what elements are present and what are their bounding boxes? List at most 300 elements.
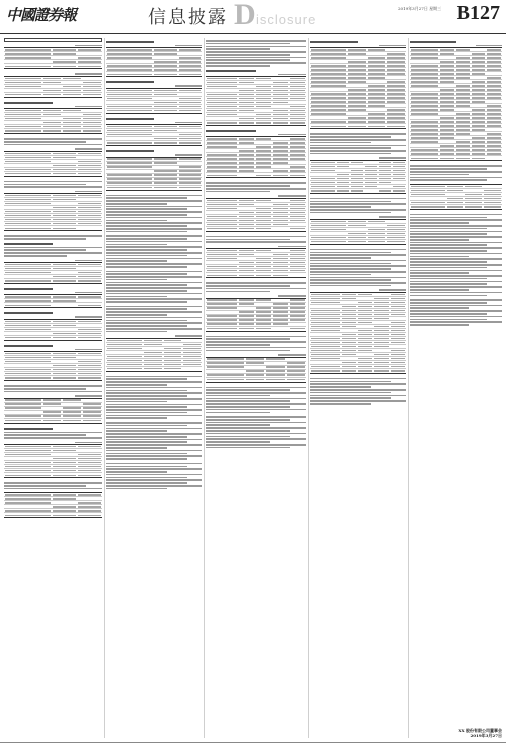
table-cell: [311, 126, 346, 127]
table-cell: [107, 364, 142, 365]
table-cell: [387, 49, 405, 50]
table-cell: [144, 348, 162, 349]
table-cell: [144, 368, 162, 369]
table-cell: [368, 241, 386, 242]
table-cell: [179, 110, 202, 111]
table-cell: [387, 105, 405, 106]
table-cell: [5, 466, 51, 467]
table-cell: [63, 94, 81, 95]
table-cell: [256, 82, 271, 83]
section-initial: D: [234, 0, 256, 31]
table-cell: [154, 126, 177, 127]
table-cell: [43, 114, 61, 115]
text-line: [106, 287, 202, 289]
table-cell: [440, 97, 454, 98]
table-cell: [43, 403, 61, 404]
table-cell: [273, 319, 288, 320]
table-cell: [456, 101, 470, 102]
table-cell: [348, 89, 366, 90]
table-cell: [456, 117, 470, 118]
table-cell: [273, 270, 288, 271]
table-cell: [5, 223, 51, 224]
table-cell: [290, 106, 305, 107]
table-cell: [456, 89, 470, 90]
table-cell: [365, 166, 377, 167]
table-cell: [348, 49, 366, 50]
table-cell: [368, 65, 386, 66]
table-cell: [63, 118, 81, 119]
table-cell: [311, 57, 346, 58]
table-cell: [43, 130, 61, 131]
table-cell: [5, 337, 51, 338]
table-cell: [290, 228, 305, 229]
table-cell: [311, 318, 340, 319]
table-cell: [78, 195, 101, 196]
table-cell: [144, 364, 162, 365]
table-cell: [53, 321, 76, 322]
table-cell: [487, 149, 501, 150]
table-cell: [83, 126, 101, 127]
text-line: [410, 179, 487, 181]
table-cell: [256, 303, 271, 304]
table-row: [4, 336, 102, 340]
text-line: [310, 268, 391, 270]
table-cell: [207, 362, 244, 363]
text-line: [310, 395, 406, 397]
table-cell: [311, 121, 346, 122]
table-row: [410, 156, 502, 160]
text-line: [206, 409, 306, 411]
text-line: [410, 270, 502, 272]
text-line: [410, 233, 487, 235]
table-cell: [472, 141, 486, 142]
table-cell: [256, 114, 271, 115]
table-cell: [78, 272, 101, 273]
text-line: [206, 441, 270, 443]
table-cell: [239, 204, 254, 205]
table-cell: [207, 220, 237, 221]
table-cell: [5, 446, 51, 447]
table-cell: [387, 117, 405, 118]
table-cell: [358, 338, 372, 339]
table-cell: [63, 411, 81, 412]
table-cell: [368, 81, 386, 82]
text-line: [310, 150, 406, 152]
table-cell: [456, 53, 470, 54]
table-cell: [358, 334, 372, 335]
text-line: [106, 298, 202, 300]
table-cell: [179, 126, 202, 127]
table-cell: [411, 121, 438, 122]
table-cell: [273, 303, 288, 304]
table-cell: [78, 470, 101, 471]
table-cell: [290, 212, 305, 213]
table-cell: [440, 49, 454, 50]
text-line: [206, 392, 306, 394]
table-cell: [53, 272, 76, 273]
table-cell: [273, 170, 288, 171]
text-line: [4, 432, 102, 434]
table-cell: [78, 369, 101, 370]
table-cell: [368, 101, 386, 102]
table-cell: [5, 300, 51, 301]
data-table: [106, 88, 202, 114]
text-line: [410, 324, 469, 326]
table-cell: [311, 310, 340, 311]
table-cell: [78, 494, 101, 495]
table-cell: [53, 169, 76, 170]
table-cell: [368, 105, 386, 106]
table-cell: [43, 407, 61, 408]
table-cell: [179, 98, 202, 99]
table-cell: [379, 170, 391, 171]
table-cell: [63, 110, 81, 111]
table-row: [206, 378, 306, 382]
table-cell: [456, 57, 470, 58]
table-cell: [391, 322, 405, 323]
text-line: [4, 434, 86, 436]
table-cell: [472, 53, 486, 54]
text-line: [310, 260, 406, 262]
table-cell: [53, 157, 76, 158]
table-cell: [411, 61, 438, 62]
text-block: [206, 182, 306, 192]
table-cell: [456, 61, 470, 62]
unit-note: [175, 45, 202, 46]
text-line: [410, 286, 502, 288]
text-line: [106, 208, 187, 210]
table-cell: [447, 202, 464, 203]
table-cell: [342, 298, 356, 299]
table-cell: [358, 298, 372, 299]
table-cell: [456, 141, 470, 142]
table-cell: [256, 158, 271, 159]
table-cell: [239, 254, 254, 255]
table-cell: [387, 233, 405, 234]
table-cell: [5, 399, 41, 400]
text-line: [410, 242, 502, 244]
table-cell: [256, 150, 271, 151]
unit-note: [278, 354, 306, 355]
table-cell: [351, 166, 363, 167]
table-cell: [311, 97, 346, 98]
table-cell: [342, 306, 356, 307]
table-cell: [256, 224, 271, 225]
text-block: [106, 235, 202, 267]
table-cell: [311, 85, 346, 86]
text-block: [106, 271, 202, 303]
table-cell: [472, 93, 486, 94]
table-cell: [358, 346, 372, 347]
table-cell: [107, 57, 152, 58]
data-table: [310, 292, 406, 374]
text-line: [310, 279, 391, 281]
table-cell: [358, 342, 372, 343]
table-cell: [358, 354, 372, 355]
table-cell: [447, 194, 464, 195]
table-cell: [368, 225, 386, 226]
table-cell: [273, 122, 288, 123]
data-table: [4, 444, 102, 478]
table-cell: [154, 49, 177, 50]
table-cell: [78, 365, 101, 366]
table-cell: [290, 258, 305, 259]
table-cell: [368, 49, 386, 50]
table-cell: [391, 370, 405, 371]
table-cell: [368, 233, 386, 234]
table-cell: [256, 122, 271, 123]
text-block: [310, 378, 406, 405]
table-cell: [256, 118, 271, 119]
table-cell: [53, 276, 76, 277]
table-cell: [266, 366, 284, 367]
table-cell: [273, 162, 288, 163]
table-cell: [239, 142, 254, 143]
data-table: [206, 248, 306, 278]
table-row: [4, 93, 102, 97]
table-cell: [290, 114, 305, 115]
text-line: [106, 301, 187, 303]
table-cell: [487, 145, 501, 146]
table-row: [106, 141, 202, 145]
table-cell: [239, 328, 254, 329]
table-cell: [391, 338, 405, 339]
table-cell: [63, 86, 81, 87]
table-cell: [387, 81, 405, 82]
table-cell: [351, 170, 363, 171]
table-cell: [43, 110, 61, 111]
text-line: [310, 136, 391, 138]
text-line: [106, 214, 187, 216]
table-cell: [411, 85, 438, 86]
table-cell: [207, 270, 237, 271]
table-cell: [5, 280, 51, 281]
table-cell: [107, 170, 152, 171]
table-cell: [351, 182, 363, 183]
table-cell: [368, 57, 386, 58]
table-cell: [5, 110, 41, 111]
text-line: [310, 254, 406, 256]
table-cell: [43, 415, 61, 416]
text-block: [106, 376, 202, 419]
table-cell: [472, 153, 486, 154]
table-cell: [273, 142, 288, 143]
table-cell: [78, 223, 101, 224]
text-block: [410, 214, 502, 296]
unit-note: [278, 195, 306, 196]
text-line: [106, 311, 202, 313]
table-cell: [290, 323, 305, 324]
table-cell: [368, 73, 386, 74]
table-cell: [440, 149, 454, 150]
table-cell: [78, 207, 101, 208]
table-cell: [154, 69, 177, 70]
table-cell: [487, 129, 501, 130]
table-cell: [290, 118, 305, 119]
table-cell: [53, 57, 76, 58]
table-cell: [78, 502, 101, 503]
table-cell: [391, 310, 405, 311]
table-cell: [239, 122, 254, 123]
table-cell: [311, 81, 346, 82]
table-cell: [179, 170, 202, 171]
table-cell: [273, 114, 288, 115]
table-cell: [311, 346, 340, 347]
table-cell: [207, 358, 244, 359]
table-cell: [351, 162, 363, 163]
table-cell: [78, 53, 101, 54]
table-cell: [440, 105, 454, 106]
text-line: [410, 247, 502, 249]
table-cell: [348, 85, 366, 86]
text-line: [410, 244, 487, 246]
text-line: [4, 385, 102, 387]
text-line: [206, 436, 290, 438]
table-cell: [440, 125, 454, 126]
table-cell: [447, 190, 464, 191]
text-line: [206, 438, 306, 440]
table-cell: [63, 415, 81, 416]
table-cell: [368, 61, 386, 62]
table-cell: [393, 162, 405, 163]
table-cell: [256, 170, 271, 171]
table-cell: [348, 113, 366, 114]
table-row: [106, 186, 202, 190]
table-cell: [273, 138, 288, 139]
bottom-rule: [0, 742, 506, 743]
table-cell: [5, 90, 41, 91]
text-line: [206, 427, 306, 429]
table-cell: [78, 199, 101, 200]
table-cell: [207, 299, 237, 300]
table-cell: [374, 298, 388, 299]
table-cell: [290, 208, 305, 209]
table-cell: [393, 178, 405, 179]
table-cell: [273, 94, 288, 95]
section-heading: [4, 102, 53, 104]
table-cell: [487, 85, 501, 86]
data-table: [106, 47, 202, 77]
table-cell: [411, 65, 438, 66]
table-cell: [472, 105, 486, 106]
table-cell: [411, 109, 438, 110]
data-table: [4, 108, 102, 134]
table-cell: [179, 142, 202, 143]
text-line: [106, 479, 202, 481]
table-cell: [311, 366, 340, 367]
column-divider: [104, 38, 105, 738]
table-cell: [5, 94, 41, 95]
table-cell: [358, 322, 372, 323]
text-line: [206, 341, 306, 343]
table-cell: [78, 215, 101, 216]
table-cell: [53, 305, 76, 306]
table-cell: [387, 101, 405, 102]
section-heading: [206, 130, 256, 132]
table-cell: [472, 57, 486, 58]
table-cell: [456, 73, 470, 74]
table-cell: [53, 296, 76, 297]
table-cell: [348, 61, 366, 62]
table-cell: [487, 101, 501, 102]
table-cell: [43, 86, 61, 87]
table-cell: [311, 174, 335, 175]
text-line: [106, 263, 202, 265]
table-cell: [484, 202, 501, 203]
table-cell: [5, 498, 51, 499]
table-cell: [256, 98, 271, 99]
table-cell: [207, 379, 244, 380]
table-cell: [78, 446, 101, 447]
table-row: [310, 189, 406, 193]
table-cell: [5, 415, 41, 416]
text-line: [106, 235, 202, 237]
table-cell: [365, 162, 377, 163]
table-cell: [411, 137, 438, 138]
section-heading: [4, 428, 53, 430]
table-cell: [387, 121, 405, 122]
text-line: [410, 258, 502, 260]
table-cell: [290, 315, 305, 316]
table-cell: [107, 360, 142, 361]
table-cell: [487, 89, 501, 90]
text-line: [206, 350, 290, 352]
table-cell: [456, 137, 470, 138]
table-cell: [256, 86, 271, 87]
table-cell: [311, 302, 340, 303]
table-cell: [5, 357, 51, 358]
text-line: [206, 395, 270, 397]
table-cell: [311, 350, 340, 351]
table-cell: [374, 362, 388, 363]
table-cell: [472, 77, 486, 78]
table-cell: [207, 311, 237, 312]
text-line: [206, 191, 270, 193]
table-cell: [342, 314, 356, 315]
table-cell: [179, 134, 202, 135]
table-cell: [472, 129, 486, 130]
table-cell: [387, 229, 405, 230]
table-cell: [53, 475, 76, 476]
table-cell: [266, 379, 284, 380]
table-cell: [154, 138, 177, 139]
text-line: [410, 165, 502, 167]
data-table: [4, 398, 102, 424]
table-cell: [83, 90, 101, 91]
table-cell: [440, 121, 454, 122]
table-cell: [107, 158, 152, 159]
text-line: [106, 231, 187, 233]
table-cell: [342, 342, 356, 343]
table-row: [410, 205, 502, 209]
table-cell: [53, 353, 76, 354]
table-cell: [440, 53, 454, 54]
table-cell: [273, 228, 288, 229]
text-line: [106, 228, 202, 230]
text-line: [106, 468, 202, 470]
text-line: [410, 281, 502, 283]
text-line: [410, 171, 502, 173]
table-cell: [472, 145, 486, 146]
text-line: [106, 325, 187, 327]
table-cell: [5, 361, 51, 362]
table-cell: [290, 166, 305, 167]
column-5: [410, 38, 502, 738]
table-cell: [311, 354, 340, 355]
table-cell: [290, 154, 305, 155]
table-cell: [154, 166, 177, 167]
table-cell: [342, 346, 356, 347]
